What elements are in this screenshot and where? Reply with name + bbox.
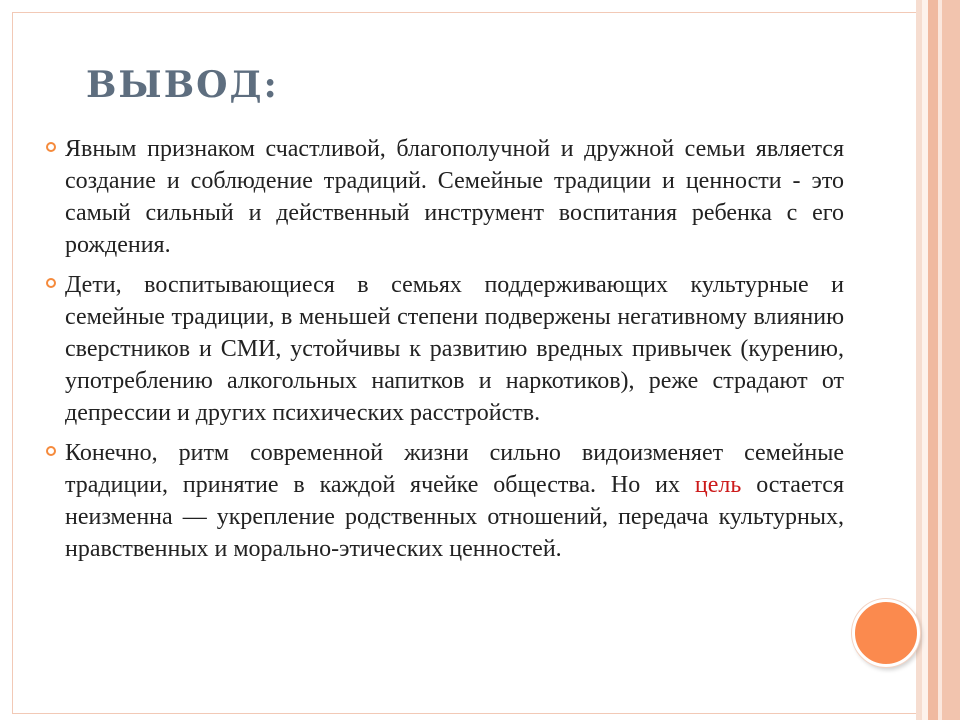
slide-title: ВЫВОД: [86,64,279,106]
bullet-text: Явным признаком счастливой, благополучной и дружной семьи является создание и соблюдение традиций. Семейные традиции и ценности - это самый сильный и действенный инструмент воспитания ребенка с его рождения. [65,136,844,258]
bullet-text-before: Конечно, ритм современной жизни сильно видоизменяет семейные традиции, принятие в каждой ячейке общества. Но их [65,440,844,498]
bullet-circle-icon [46,278,56,288]
bullet-circle-icon [46,142,56,152]
bullet-list [46,133,844,573]
decorative-circle [852,599,920,667]
bullet-text: Дети, воспитывающиеся в семьях поддерживающих культурные и семейные традиции, в меньшей степени подвержены негативному влиянию сверстников и СМИ, устойчивы к развитию вредных привычек (курению, употреблению алкогольных напитков и наркотиков), реже страдают от депрессии и других психических расстройств. [65,272,844,426]
decorative-stripe [928,0,938,720]
bullet-text-after: остается неизменна — укрепление родственных отношений, передача культурных, нравственных и морально-этических ценностей. [65,472,844,562]
bullet-item [46,437,844,565]
highlighted-word: цель [694,472,742,498]
bullet-item [46,269,844,429]
bullet-circle-icon [46,446,56,456]
decorative-stripe [942,0,960,720]
bullet-item [46,133,844,261]
